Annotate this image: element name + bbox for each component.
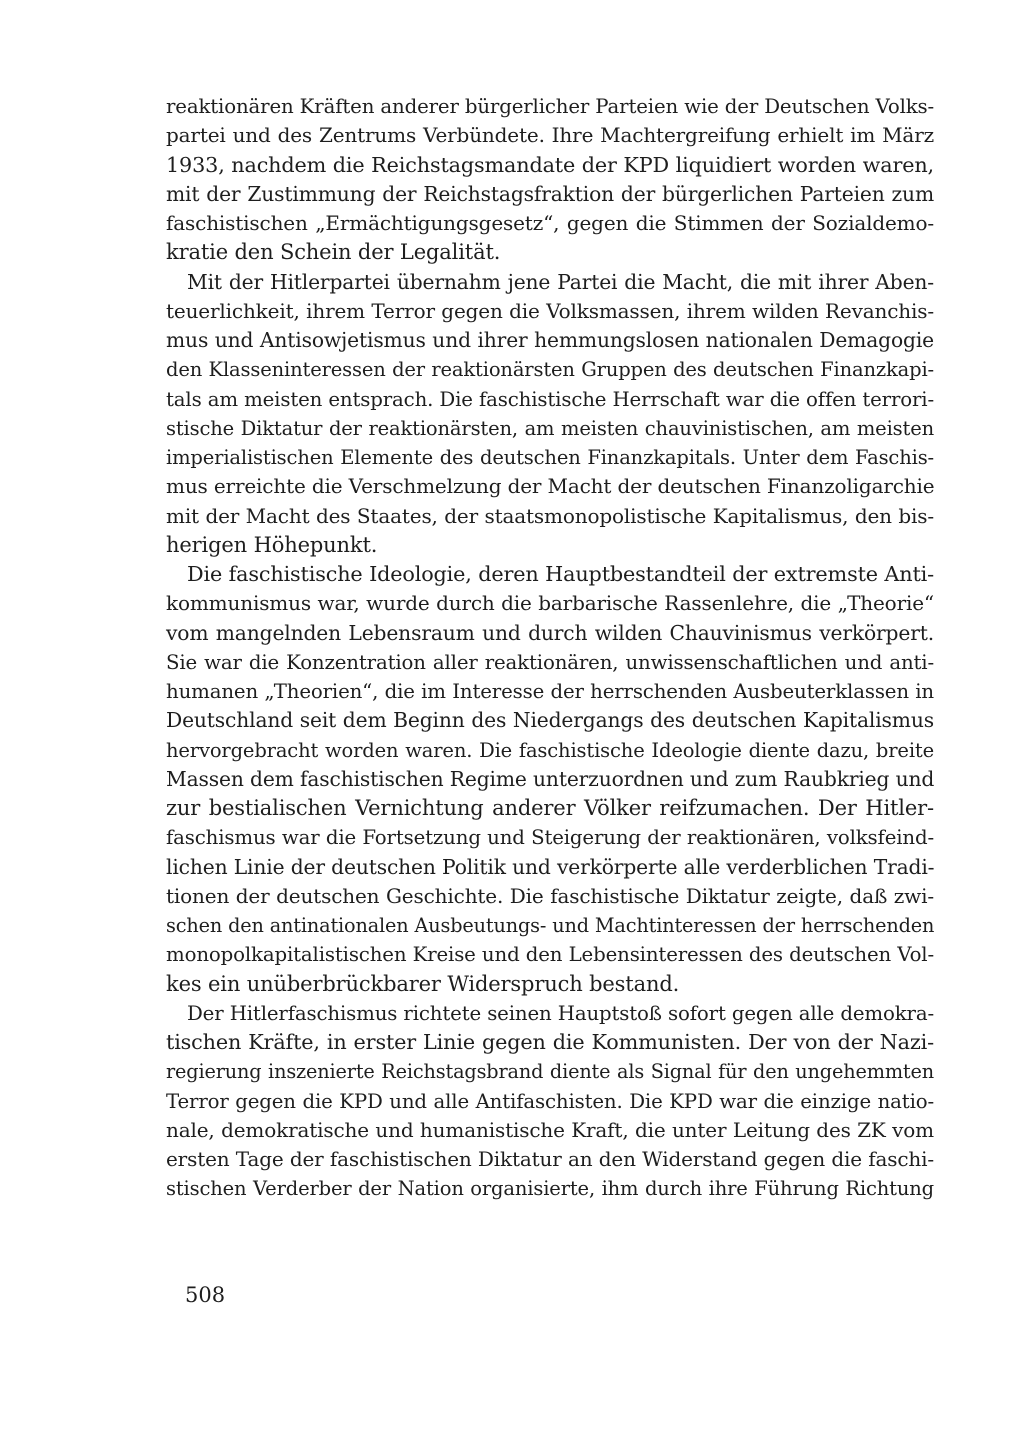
text-line: faschismus war die Fortsetzung und Steigerung der reaktionären, volksfeind- <box>166 826 934 850</box>
text-line: kommunismus war, wurde durch die barbarische Rassenlehre, die „Theorie“ <box>166 591 934 616</box>
text-line: stische Diktatur der reaktionärsten, am meisten chauvinistischen, am meisten <box>166 416 934 440</box>
text-line: vom mangelnden Lebensraum und durch wilden Chauvinismus verkörpert. <box>166 620 934 645</box>
paragraph-start-line: Mit der Hitlerpartei übernahm jene Partei die Macht, die mit ihrer Aben- <box>187 269 934 294</box>
text-line: den Klasseninteressen der reaktionärsten Gruppen des deutschen Finanzkapi- <box>166 358 934 382</box>
paragraph-start-line: Die faschistische Ideologie, deren Hauptbestandteil der extremste Anti- <box>187 562 934 586</box>
text-line: Deutschland seit dem Beginn des Niedergangs des deutschen Kapitalismus <box>166 708 934 733</box>
text-line: ersten Tage der faschistischen Diktatur an den Widerstand gegen die faschi- <box>166 1147 934 1171</box>
text-line: lichen Linie der deutschen Politik und verkörperte alle verderblichen Tradi- <box>166 854 935 879</box>
text-line: partei und des Zentrums Verbündete. Ihre Machtergreifung erhielt im März <box>166 123 934 148</box>
paragraph-start-line: Der Hitlerfaschismus richtete seinen Hauptstoß sofort gegen alle demokra- <box>187 1001 934 1025</box>
text-line: imperialistischen Elemente des deutschen Finanzkapitals. Unter dem Faschis- <box>166 446 934 469</box>
text-line: humanen „Theorien“, die im Interesse der herrschenden Ausbeuterklassen in <box>166 680 934 703</box>
text-line: Terror gegen die KPD und alle Antifaschisten. Die KPD war die einzige natio- <box>166 1089 934 1113</box>
text-line: Sie war die Konzentration aller reaktionären, unwissenschaftlichen und anti- <box>166 650 934 674</box>
text-line: zur bestialischen Vernichtung anderer Völker reifzumachen. Der Hitler- <box>166 796 934 820</box>
text-line: nale, demokratische und humanistische Kraft, die unter Leitung des ZK vom <box>166 1117 934 1142</box>
text-line: herigen Höhepunkt. <box>166 532 378 557</box>
text-line: hervorgebracht worden waren. Die faschistische Ideologie diente dazu, breite <box>166 738 934 762</box>
text-line: reaktionären Kräften anderer bürgerlicher Parteien wie der Deutschen Volks- <box>166 95 935 118</box>
body-text <box>166 92 934 1204</box>
page-number: 508 <box>185 1283 226 1307</box>
text-line: stischen Verderber der Nation organisierte, ihm durch ihre Führung Richtung <box>166 1177 934 1201</box>
text-line: mus und Antisowjetismus und ihrer hemmungslosen nationalen Demagogie <box>166 328 934 352</box>
text-line: kes ein unüberbrückbarer Widerspruch bestand. <box>166 971 680 996</box>
text-line: regierung inszenierte Reichstagsbrand diente als Signal für den ungehemmten <box>166 1060 934 1084</box>
text-line: mit der Zustimmung der Reichstagsfraktion der bürgerlichen Parteien zum <box>166 181 934 206</box>
text-line: teuerlichkeit, ihrem Terror gegen die Volksmassen, ihrem wilden Revanchis- <box>166 298 934 323</box>
text-line: faschistischen „Ermächtigungsgesetz“, gegen die Stimmen der Sozialdemo- <box>166 211 934 235</box>
text-line: tischen Kräfte, in erster Linie gegen die Kommunisten. Der von der Nazi- <box>166 1030 934 1054</box>
text-line: mit der Macht des Staates, der staatsmonopolistische Kapitalismus, den bis- <box>166 503 934 528</box>
text-line: 1933, nachdem die Reichstagsmandate der KPD liquidiert worden waren, <box>166 152 934 177</box>
text-line: tals am meisten entsprach. Die faschistische Herrschaft war die offen terrori- <box>166 387 934 411</box>
text-line: mus erreichte die Verschmelzung der Macht der deutschen Finanzoligarchie <box>166 474 935 499</box>
text-line: monopolkapitalistischen Kreise und den Lebensinteressen des deutschen Vol- <box>166 943 934 967</box>
text-line: kratie den Schein der Legalität. <box>166 240 501 265</box>
text-line: schen den antinationalen Ausbeutungs- und Machtinteressen der herrschenden <box>166 914 935 937</box>
text-line: Massen dem faschistischen Regime unterzuordnen und zum Raubkrieg und <box>166 766 935 791</box>
text-line: tionen der deutschen Geschichte. Die faschistische Diktatur zeigte, daß zwi- <box>166 883 934 908</box>
